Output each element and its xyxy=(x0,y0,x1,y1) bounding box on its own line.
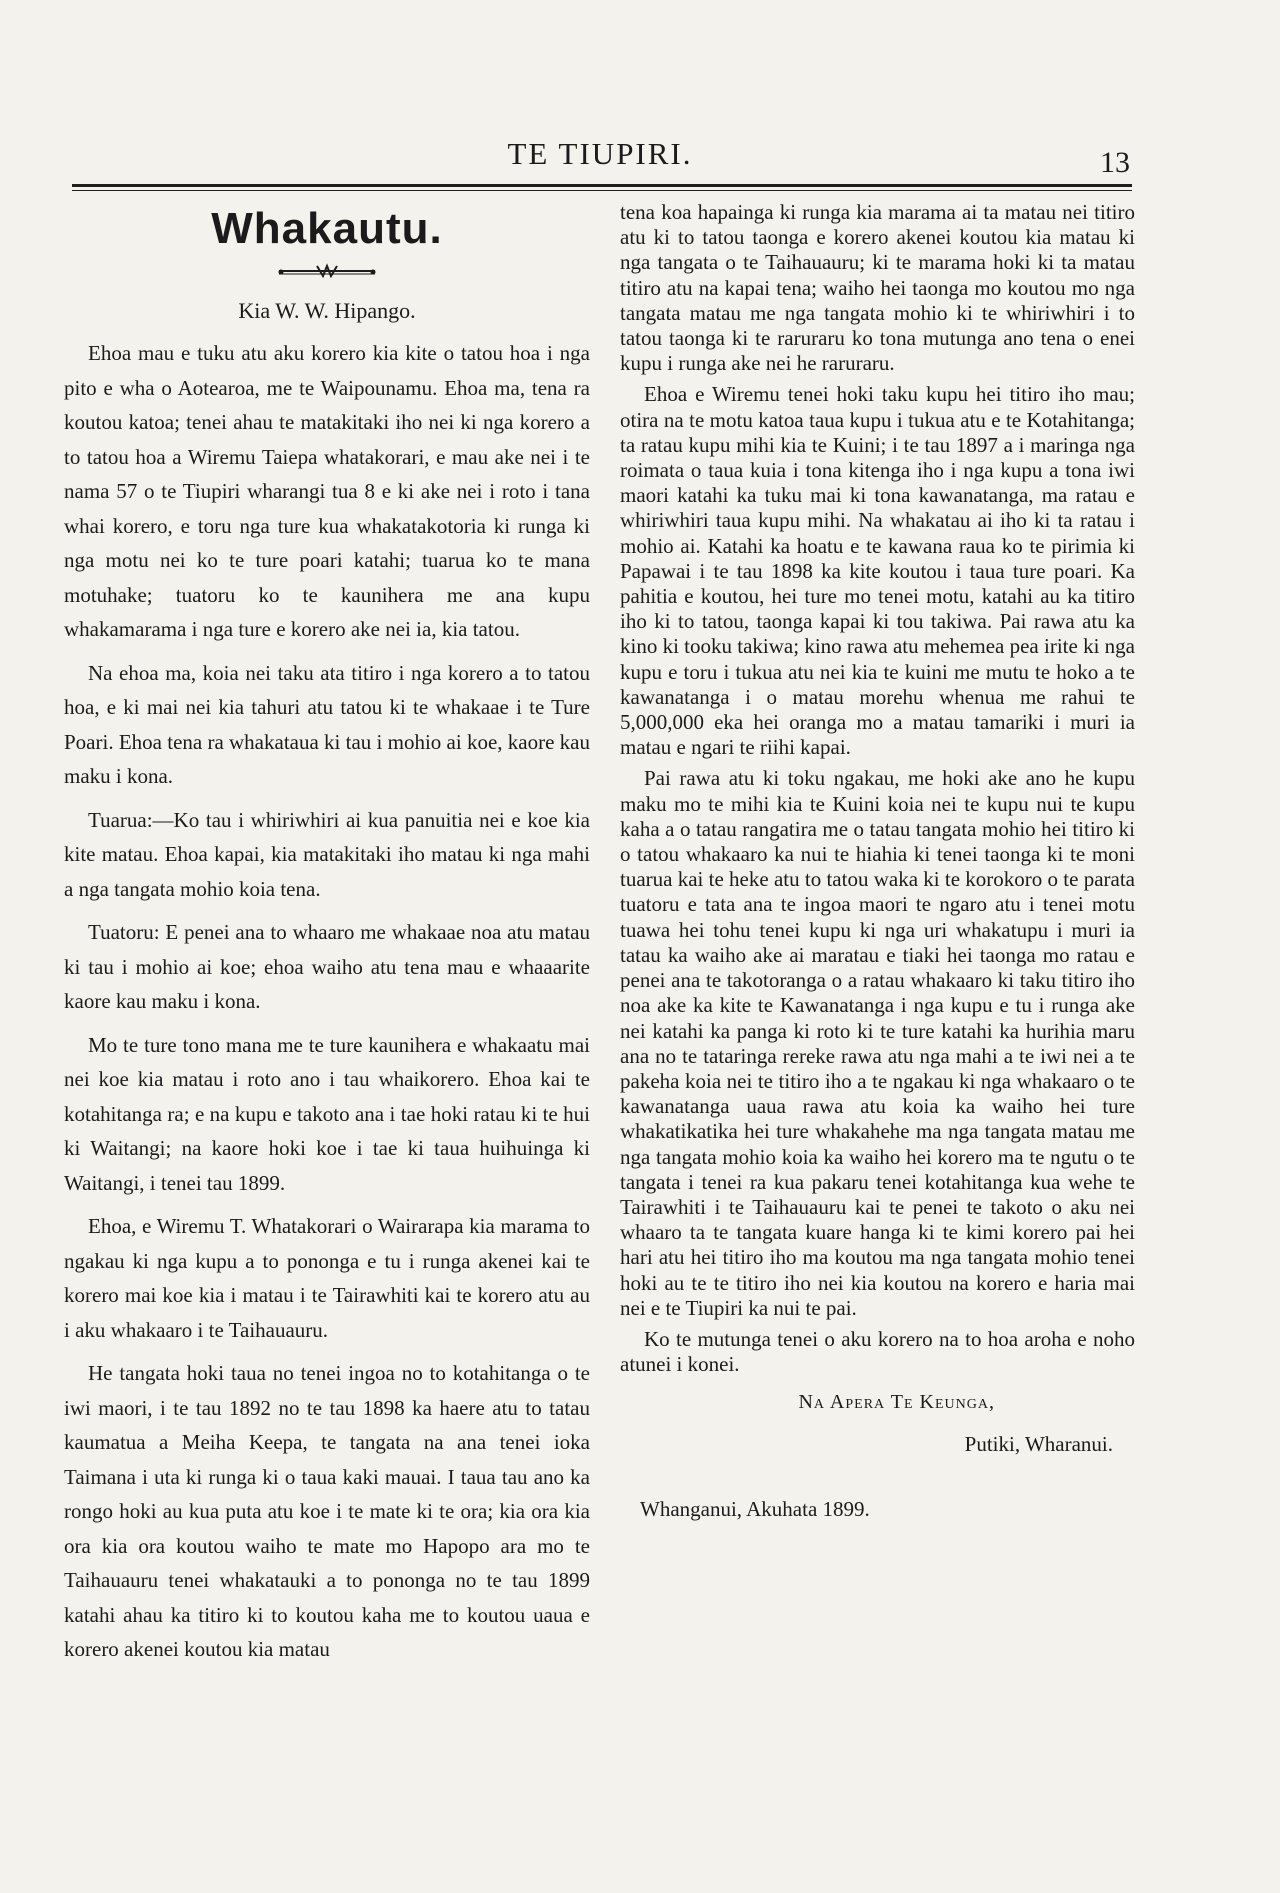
page-number: 13 xyxy=(1100,146,1130,179)
body-paragraph: Ehoa, e Wiremu T. Whatakorari o Wairarapa kia marama to ngakau ki nga kupu a to pononga e tu i runga akenei kai te korero mai koe kia i matau i te Tairawhiti kai te korero atu au i aku whakaaro i te Taihauauru. xyxy=(64,1214,590,1342)
addressee: Kia W. W. Hipango. xyxy=(238,298,416,323)
page-title: TE TIUPIRI. xyxy=(507,136,693,171)
body-paragraph: Na ehoa ma, koia nei taku ata titiro i nga korero a to tatou hoa, e ki mai nei kia tahuri atu tatou ki te whakaae i te Ture Poari. Ehoa tena ra whakataua ki tau i mohio ai koe, kaore kau maku i kona. xyxy=(64,660,590,788)
page-header xyxy=(70,132,1130,179)
decorative-divider-icon xyxy=(277,262,377,278)
body-paragraph: Tuatoru: E penei ana to whaaro me whakaae noa atu matau ki tau i mohio ai koe; ehoa waiho atu tena mau e whaaarite kaore kau maku i kona. xyxy=(64,920,590,1013)
body-paragraph: tena koa hapainga ki runga kia marama ai ta matau nei titiro atu ki to tatou taonga e korero akenei koutou kia matau ki nga tangata o te Taihauauru; ki te marama hoki ki ta matau titiro atu na kapai tena; waiho hei taonga mo koutou mo nga tangata matau me nga tangata mohio ki te whiriwhiri i to tatou taonga ki te raruraru ko tona mutunga ano tena o enei kupu i runga ake nei he raruraru. xyxy=(620,200,1135,376)
left-column xyxy=(64,200,590,1676)
body-paragraph: Ehoa e Wiremu tenei hoki taku kupu hei titiro iho mau; otira na te motu katoa taua kupu i tukua atu e te Kotahitanga; ta ratau kupu mihi kia te Kuini; i te tau 1897 a i maringa nga roimata o taua kuia i tona kitenga iho i nga kupu a tona iwi maori katahi ka tuku mai ki tona kawanatanga, ma ratau e whiriwhiri taua kupu mihi. Na whakatau ai iho ki ta ratau i mohio ai. Katahi ka hoatu e te kawana raua ko te pirimia ki Papawai i te tau 1898 ka kite koutou i taua ture poari. Ka pahitia e koutou, hei ture mo tenei motu, katahi au ka titiro iho ki to tatou, taonga kapai ki tou takiwa. Pai rawa atu ka kino ki tooku takiwa; kino rawa atu mehemea pea irite ki nga kupu e toru i tukua atu nei kia te kuini me mutu te hoko a te kawanatanga i o matau morehu whenua me rahui te 5,000,000 eka hei oranga mo a matau tamariki i muri ia matau e ngari te riihi kapai. xyxy=(620,382,1135,760)
body-paragraph: He tangata hoki taua no tenei ingoa no to kotahitanga o te iwi maori, i te tau 1892 no te tau 1898 ka haere atu to tatau kaumatua a Meiha Keepa, te tangata na ana tenei ioka Taimana i uta ki runga ki o taua kaki mauai. I taua tau ano ka rongo hoki au kua puta atu koe i te mate ki te ora; kia ora kia ora kia ora koutou waiho te mate mo Hapopo ara mo te Taihauauru tenei whakatauki a to pononga no te tau 1899 katahi ahau ka titiro ki to koutou kaha me to koutou uaua e korero akenei koutou kia matau xyxy=(64,1361,590,1661)
signature-place: Putiki, Wharanui. xyxy=(964,1432,1113,1457)
body-paragraph: Ko te mutunga tenei o aku korero na to hoa aroha e noho atunei i konei. xyxy=(620,1326,1135,1377)
header-rule-thin xyxy=(72,190,1132,191)
body-paragraph: Tuarua:—Ko tau i whiriwhiri ai kua panuitia nei e koe kia kite matau. Ehoa kapai, kia matakitaki iho matau ki nga mahi a nga tangata mohio koia tena. xyxy=(64,807,590,901)
right-column xyxy=(620,200,1135,1522)
body-paragraph: Pai rawa atu ki toku ngakau, me hoki ake ano he kupu maku mo te mihi kia te Kuini koia nei te kupu nui te kupu kaha a o tatau rangatira me o tatau tangata mohio hei titiro ki o tatou whakaaro ka nui te hiahia ki tenei taonga ki te moni tuarua kai te heke atu to tatou waka ki te korokoro o te parata tuatoru e tata ana te ingoa maori te ngaro atu i tenei motu tuawa hei tohu tenei kupu ki nga uri whakatupu i muri ia tatau ka waiho ake ai maratau e tiaki hei taonga mo ratau e penei ana te takotoranga o a ratau whakaaro ki taku titiro iho noa ake ka kite te Kawanatanga i nga kupu e tu i runga ake nei katahi ka panga ki roto ki te ture katahi ka hurihia maru ana no te tataringa rereke rawa atu nga mahi a te iwi nei a te pakeha koia nei te titiro iho a te ngakau ki nga whakaaro o te kawanatanga uaua rawa atu koia ka waiho hei ture whakatikatika hei ture whakahehe ma nga tangata matau me nga tangata mohio koia ka waiho hei korero ma te ngutu o te tangata i tenei ra kua pakaru tenei kotahitanga kua wehe te Tairawhiti i te Taihauauru kai te penei te takoto o aku nei whaaro ta te tangata kuare hanga ki te kimi korero pai hei hari atu hei titiro iho ma koutou ma nga tangata mohio tenei hoki au te te titiro iho nei kia koutou na korero e haria mai nei e te Tiupiri ka nui te pai. xyxy=(620,766,1135,1320)
signature-name: Na Apera Te Keunga, xyxy=(798,1391,995,1414)
dateline: Whanganui, Akuhata 1899. xyxy=(640,1497,870,1522)
article-title: Whakautu. xyxy=(211,204,443,253)
body-paragraph: Ehoa mau e tuku atu aku korero kia kite o tatou hoa i nga pito e wha o Aotearoa, me te Waipounamu. Ehoa ma, tena ra koutou katoa; tenei ahau te matakitaki iho nei ki nga korero a to tatou hoa a Wiremu Taiepa whatakorari, e mau ake nei i te nama 57 o te Tiupiri wharangi tua 8 e ki ake nei i roto i tana whai korero, e toru nga ture kua whakatakotoria ki runga ki nga motu nei ko te ture poari katahi; tuarua ko te mana motuhake; tuatoru ko te kaunihera me ana kupu whakamarama i nga ture e korero ake nei ia, kia tatou. xyxy=(64,341,590,641)
body-paragraph: Mo te ture tono mana me te ture kaunihera e whakaatu mai nei koe kia matau i roto ano i tau whaikorero. Ehoa kai te kotahitanga ra; e na kupu e takoto ana i tae hoki ratau ki te hui ki Waitangi; na kaore hoki koe i tae ki taua huihuinga ki Waitangi, i tenei tau 1899. xyxy=(64,1032,590,1195)
header-rule xyxy=(72,184,1132,187)
